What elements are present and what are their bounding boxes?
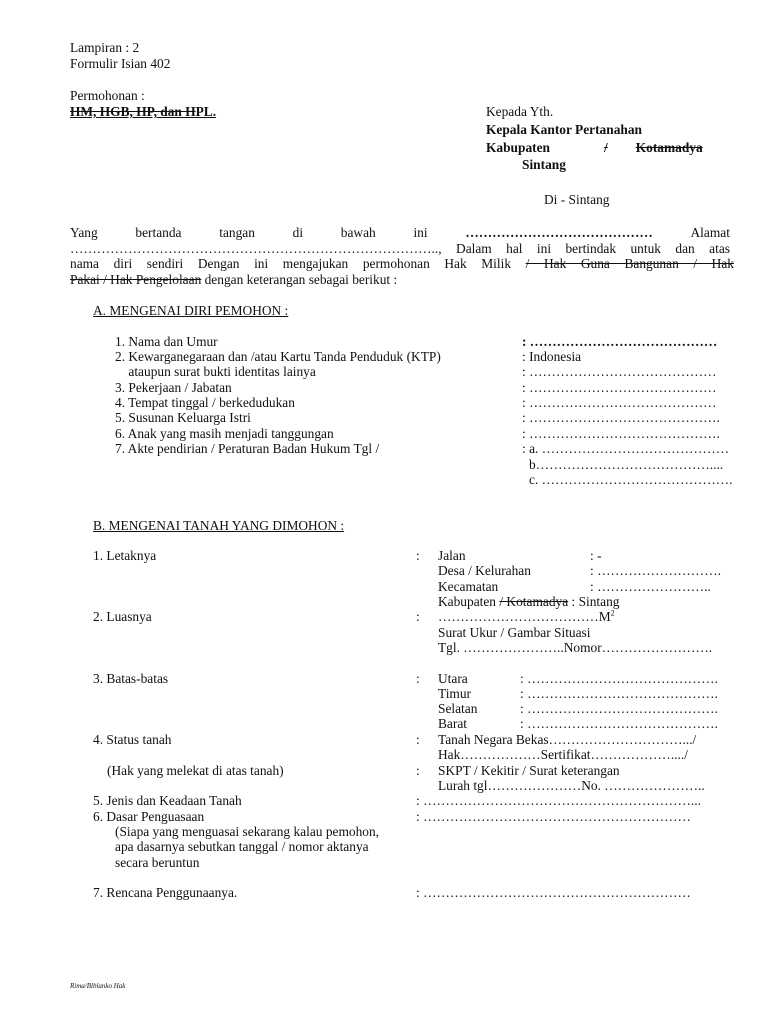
- permohonan-label: Permohonan :: [70, 88, 145, 103]
- permohonan-types-tail: PL.: [195, 104, 217, 119]
- intro-line-3: nama diri sendiri Dengan ini mengajukan permohonan Hak Milik / Hak Guna Bangunan / Hak: [70, 256, 734, 271]
- footer-note: Rima/Blblanko Hak: [70, 982, 126, 990]
- tgl-nomor: Tgl. …………………..Nomor…………………….: [438, 640, 713, 655]
- surat-ukur-label: Surat Ukur / Gambar Situasi: [438, 625, 591, 640]
- permohonan-types-struck: HM, HGB, HP, dan H: [70, 104, 196, 119]
- colon: :: [416, 732, 420, 747]
- kabupaten-row: Kabupaten / Kotamadya : Sintang: [438, 594, 620, 609]
- selatan-label: Selatan: [438, 701, 478, 716]
- intro-line-2: ……………………………………………………………………….., Dalam hal ini bertindak untuk dan atas: [70, 241, 730, 256]
- skpt-label: SKPT / Kekitir / Surat keterangan: [438, 763, 620, 778]
- kecamatan-value: : ……………………..: [590, 579, 711, 594]
- a-item-label: 7. Akte pendirian / Peraturan Badan Hukum Tgl /: [115, 441, 380, 456]
- dasar-value: : ……………………………………………………: [416, 809, 691, 824]
- a-item-value: : a. ……………………………………: [522, 441, 730, 456]
- a-item-label: ataupun surat bukti identitas lainya: [115, 364, 316, 379]
- permohonan-types: [70, 104, 216, 120]
- jalan-value: : -: [590, 548, 602, 563]
- kecamatan-label: Kecamatan: [438, 579, 499, 594]
- a-item-label: 2. Kewarganegaraan dan /atau Kartu Tanda Penduduk (KTP): [115, 349, 441, 364]
- a-item-label: 5. Susunan Keluarga Istri: [115, 410, 251, 425]
- colon: :: [416, 763, 420, 778]
- dasar-note-1: (Siapa yang menguasai sekarang kalau pemohon,: [115, 824, 380, 839]
- intro-line-1: Yang bertanda tangan di bawah ini …………………………………… Alamat: [70, 225, 730, 240]
- a-item-label: 6. Anak yang masih menjadi tanggungan: [115, 426, 334, 441]
- colon: :: [416, 548, 420, 563]
- city-label: Sintang: [522, 157, 566, 172]
- dasar-label: 6. Dasar Penguasaan: [93, 809, 205, 824]
- lampiran-label: Lampiran : 2: [70, 40, 140, 55]
- a-item-value: : …………………………………….: [522, 426, 720, 441]
- kabupaten-word: Kabupaten: [486, 140, 550, 155]
- status-value-2: Hak………………Sertifikat………………..../: [438, 747, 688, 762]
- kabupaten-line: [486, 140, 760, 156]
- utara-label: Utara: [438, 671, 468, 686]
- kepada-label: Kepada Yth.: [486, 104, 554, 119]
- letaknya-label: 1. Letaknya: [93, 548, 157, 563]
- batas-label: 3. Batas-batas: [93, 671, 169, 686]
- intro-line-4: Pakai / Hak Pengelolaan dengan keterangan sebagai berikut :: [70, 272, 398, 287]
- lurah-value: Lurah tgl…………………No. …………………..: [438, 778, 705, 793]
- a-extra-c: c. …………………………………….: [529, 472, 733, 487]
- dasar-note-2: apa dasarnya sebutkan tanggal / nomor aktanya: [115, 839, 369, 854]
- a-item-value: : ……………………………………: [522, 334, 718, 349]
- barat-label: Barat: [438, 716, 467, 731]
- desa-value: : ……………………….: [590, 563, 721, 578]
- kantor-label: Kepala Kantor Pertanahan: [486, 122, 642, 137]
- kotamadya-struck: / Kotamadya: [604, 140, 703, 155]
- hak-melekat-label: (Hak yang melekat di atas tanah): [107, 763, 284, 778]
- a-item-value: : Indonesia: [522, 349, 582, 364]
- barat-value: : …………………………………….: [520, 716, 718, 731]
- colon: :: [416, 609, 420, 624]
- luas-value: $\dots\dots\dots\dots\dots\dots\dots\dots\dots\dots\dots\dots M^2$: [438, 608, 615, 624]
- rencana-label: 7. Rencana Penggunaanya.: [93, 885, 238, 900]
- selatan-value: : …………………………………….: [520, 701, 718, 716]
- utara-value: : …………………………………….: [520, 671, 718, 686]
- a-item-value: : ……………………………………: [522, 395, 717, 410]
- a-item-value: : …………………………………….: [522, 410, 720, 425]
- jenis-label: 5. Jenis dan Keadaan Tanah: [93, 793, 242, 808]
- status-label: 4. Status tanah: [93, 732, 172, 747]
- status-value-1: Tanah Negara Bekas………………………….../: [438, 732, 697, 747]
- dasar-note-3: secara beruntun: [115, 855, 200, 870]
- section-b-title: B. MENGENAI TANAH YANG DIMOHON :: [93, 518, 345, 533]
- jalan-label: Jalan: [438, 548, 466, 563]
- di-sintang: Di - Sintang: [544, 192, 610, 207]
- a-extra-b: b…………………………………....: [529, 457, 724, 472]
- a-item-label: 4. Tempat tinggal / berkedudukan: [115, 395, 295, 410]
- timur-value: : …………………………………….: [520, 686, 718, 701]
- section-a-title: A. MENGENAI DIRI PEMOHON :: [93, 303, 289, 318]
- rencana-value: : ……………………………………………………: [416, 885, 691, 900]
- luasnya-label: 2. Luasnya: [93, 609, 152, 624]
- jenis-value: : ……………………………………………………...: [416, 793, 701, 808]
- a-item-value: : ……………………………………: [522, 380, 717, 395]
- desa-label: Desa / Kelurahan: [438, 563, 531, 578]
- a-item-value: : ……………………………………: [522, 364, 717, 379]
- colon: :: [416, 671, 420, 686]
- a-item-label: 3. Pekerjaan / Jabatan: [115, 380, 232, 395]
- timur-label: Timur: [438, 686, 471, 701]
- a-item-label: 1. Nama dan Umur: [115, 334, 218, 349]
- formulir-label: Formulir Isian 402: [70, 56, 171, 71]
